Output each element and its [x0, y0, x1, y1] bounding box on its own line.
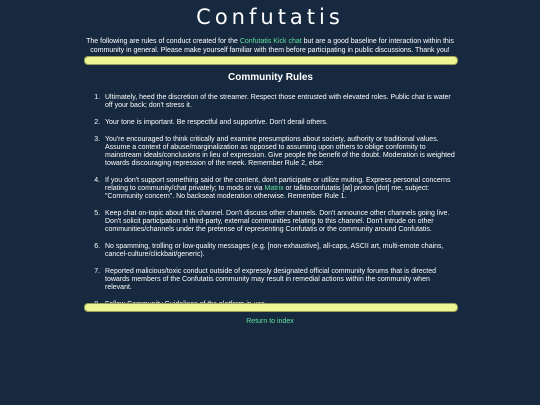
rule-4-text-end: or talktoconfutatis [at] proton [dot] me, subject: "Community concern". No backseat moderation otherwise. Remember Rule 1.: [105, 185, 430, 200]
top-divider-bar: [84, 56, 458, 65]
matrix-link[interactable]: Matrix: [264, 185, 284, 192]
rules-list: [85, 94, 456, 309]
rule-item-5: 5. Keep chat on-topic about this channel. Don't discuss other channels. Don't announce other channels going live. Don't solicit participation in third-party, external communities relating to this channel. Don't intrude on other communities/channels under the pretense of representing Confutatis or the community around Confutatis.: [102, 210, 455, 234]
intro-text-start: The following are rules of conduct created for the: [86, 38, 240, 45]
bottom-divider-bar: [84, 303, 458, 312]
rule-item-7: 7. Reported malicious/toxic conduct outside of expressly designated official community forums that is directed towards members of the Confutatis community may result in remedial actions within the community when relevant.: [102, 268, 455, 292]
return-to-index-link[interactable]: Return to index: [246, 318, 294, 325]
intro-paragraph: [85, 37, 455, 55]
rule-item-2: 2. Your tone is important. Be respectful and supportive. Don't derail others.: [102, 119, 455, 127]
rule-item-6: 6. No spamming, trolling or low-quality messages (e.g. [non-exhaustive], all-caps, ASCII art, multi-emote chains, cancel-culture/clickbait/generic).: [102, 243, 455, 259]
site-title: Confutatis: [196, 5, 344, 29]
rule-item-3: 3. You're encouraged to think critically and examine presumptions about society, authority or traditional values. Assume a context of abuse/marginalization as opposed to assuming upon others to oblige conformity to mainstream ideals/conclusions in lieu of expression. Give people the benefit of the doubt. Moderation is weighted towards discouraging repression of the meek. Remember Rule 2, else:: [102, 136, 455, 168]
rules-panel: [85, 65, 456, 301]
rule-4-text-start: If you don't support something said or the content, don't participate or utilize muting. Express personal concerns relating to community/chat privately; to mods or via: [105, 177, 451, 192]
rules-heading: Community Rules: [227, 72, 313, 83]
intro-text-end: but are a good baseline for interaction within this community in general. Please make yourself familiar with them before participating in public discussions. Thank you!: [90, 38, 454, 54]
rule-item-4: [102, 177, 455, 201]
rule-item-1: 1. Ultimately, heed the discretion of the streamer. Respect those entrusted with elevated roles. Public chat is water off your back; don't stress it.: [102, 94, 455, 110]
kick-chat-link[interactable]: Confutatis Kick chat: [239, 38, 302, 45]
